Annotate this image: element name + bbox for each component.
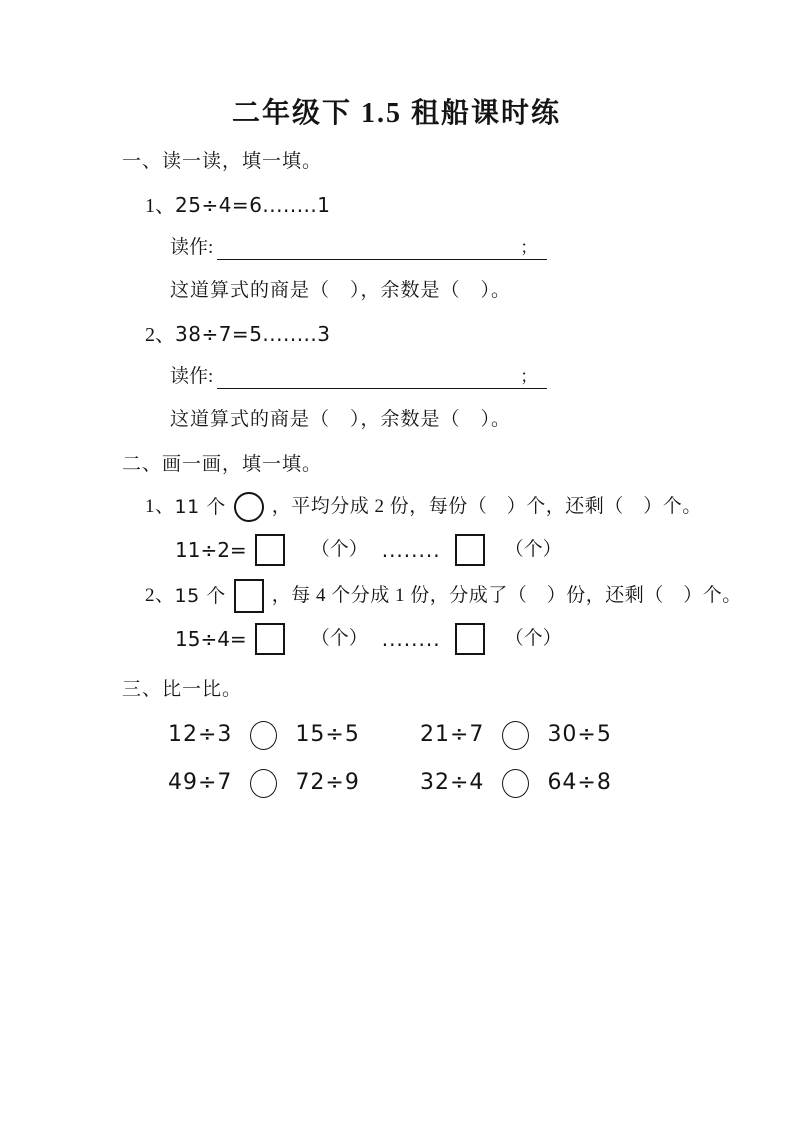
section-one-item-1-read-line bbox=[170, 236, 793, 260]
left-expression: 32÷4 bbox=[420, 770, 485, 795]
left-expression: 12÷3 bbox=[168, 722, 233, 747]
section-one-item-2-read-line bbox=[170, 365, 793, 389]
comparison-circle bbox=[250, 721, 277, 750]
answer-box bbox=[255, 623, 285, 655]
section-one-item-2-equation bbox=[145, 322, 793, 347]
right-expression: 30÷5 bbox=[547, 722, 612, 747]
right-expression: 15÷5 bbox=[295, 722, 360, 747]
division-equation: 25÷4=6........1 bbox=[175, 193, 331, 217]
section-two-item-2-formula bbox=[175, 623, 793, 655]
page-title: 二年级下 1.5 租船课时练 bbox=[231, 98, 561, 129]
section-one-item-1-equation bbox=[145, 193, 793, 218]
left-expression: 21÷7 bbox=[420, 722, 485, 747]
formula-lhs: 11÷2= bbox=[175, 538, 247, 562]
section-two-item-2 bbox=[145, 579, 793, 613]
section-two-heading: 二、画一画，填一填。 bbox=[122, 454, 323, 475]
right-expression: 64÷8 bbox=[547, 770, 612, 795]
unit-label: （个） bbox=[310, 539, 368, 560]
item-number: 1、 bbox=[145, 496, 175, 517]
comparison-item bbox=[420, 768, 793, 798]
section-one-item-1-quotient-line: 这道算式的商是（ ），余数是（ ）。 bbox=[170, 280, 512, 301]
section-two-item-1-formula bbox=[175, 534, 793, 566]
read-label: 读作: bbox=[170, 366, 214, 387]
count-text: 15 个 bbox=[174, 585, 226, 607]
answer-box bbox=[455, 534, 485, 566]
right-expression: 72÷9 bbox=[295, 770, 360, 795]
comparison-circle bbox=[502, 721, 529, 750]
left-expression: 49÷7 bbox=[168, 770, 233, 795]
answer-box bbox=[255, 534, 285, 566]
circle-shape-icon bbox=[234, 492, 264, 522]
division-equation: 38÷7=5........3 bbox=[175, 322, 331, 346]
read-label: 读作: bbox=[170, 237, 214, 258]
section-two-item-1 bbox=[145, 490, 793, 524]
count-text: 11 个 bbox=[174, 496, 226, 518]
section-one-item-2-quotient-line: 这道算式的商是（ ），余数是（ ）。 bbox=[170, 409, 512, 430]
unit-label: （个） bbox=[504, 628, 562, 649]
remainder-dots: ........ bbox=[381, 538, 441, 562]
section-one-heading: 一、读一读，填一填。 bbox=[122, 151, 323, 172]
formula-lhs: 15÷4= bbox=[175, 627, 247, 651]
comparison-circle bbox=[250, 769, 277, 798]
item-number: 2、 bbox=[145, 585, 175, 606]
square-shape-icon bbox=[234, 579, 264, 613]
problem-text: ，平均分成 2 份，每份（ ）个，还剩（ ）个。 bbox=[271, 496, 702, 517]
unit-label: （个） bbox=[310, 628, 368, 649]
answer-box bbox=[455, 623, 485, 655]
problem-text: ，每 4 个分成 1 份，分成了（ ）份，还剩（ ）个。 bbox=[271, 585, 742, 606]
comparison-circle bbox=[502, 769, 529, 798]
item-number: 2、 bbox=[145, 324, 175, 346]
answer-blank-line: ； bbox=[217, 237, 547, 260]
remainder-dots: ........ bbox=[381, 627, 441, 651]
comparison-item bbox=[168, 720, 420, 750]
comparison-item bbox=[420, 720, 793, 750]
comparison-grid bbox=[168, 720, 793, 798]
item-number: 1、 bbox=[145, 195, 175, 217]
section-three-heading: 三、比一比。 bbox=[122, 679, 243, 700]
comparison-item bbox=[168, 768, 420, 798]
answer-blank-line: ； bbox=[217, 366, 547, 389]
unit-label: （个） bbox=[504, 539, 562, 560]
